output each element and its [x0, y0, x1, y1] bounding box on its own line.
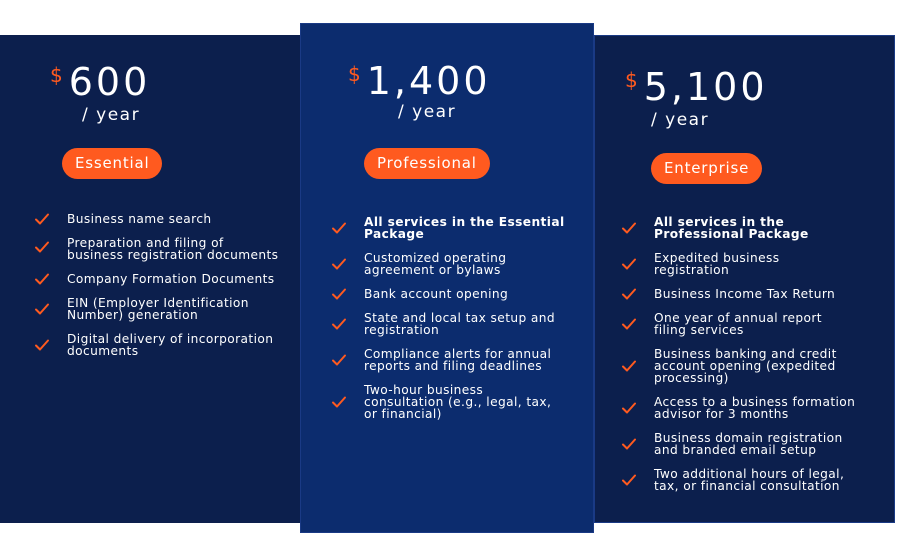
currency-symbol: $	[50, 63, 63, 87]
feature-item: One year of annual report filing services	[621, 312, 856, 336]
price-amount: 1,400	[366, 59, 491, 103]
check-icon	[331, 394, 347, 410]
feature-item: Expedited business registration	[621, 252, 856, 276]
feature-item: Business name search	[34, 213, 284, 225]
check-icon	[331, 220, 347, 236]
check-icon	[621, 358, 637, 374]
currency-symbol: $	[348, 62, 361, 86]
check-icon	[621, 400, 637, 416]
price-amount: 600	[68, 60, 151, 104]
check-icon	[34, 337, 50, 353]
plan-price	[625, 65, 768, 109]
check-icon	[331, 256, 347, 272]
feature-list	[621, 216, 856, 492]
check-icon	[621, 256, 637, 272]
price-period: / year	[398, 102, 457, 122]
check-icon	[34, 211, 50, 227]
check-icon	[621, 286, 637, 302]
check-icon	[34, 301, 50, 317]
check-icon	[331, 352, 347, 368]
plan-price	[50, 60, 151, 104]
check-icon	[621, 220, 637, 236]
feature-item: Digital delivery of incorporation documents	[34, 333, 284, 357]
plan-name-button[interactable]: Professional	[364, 148, 490, 179]
plan-card-essential	[0, 35, 300, 523]
feature-item: Business Income Tax Return	[621, 288, 856, 300]
feature-item: Access to a business formation advisor for 3 months	[621, 396, 856, 420]
plan-price	[348, 59, 491, 103]
price-period: / year	[82, 105, 141, 125]
feature-item: Preparation and filing of business registration documents	[34, 237, 284, 261]
feature-item: Business banking and credit account opening (expedited processing)	[621, 348, 856, 384]
plan-name-button[interactable]: Essential	[62, 148, 162, 179]
feature-item: Company Formation Documents	[34, 273, 284, 285]
check-icon	[34, 271, 50, 287]
feature-item: Bank account opening	[331, 288, 566, 300]
feature-item: State and local tax setup and registration	[331, 312, 566, 336]
feature-item: Compliance alerts for annual reports and filing deadlines	[331, 348, 566, 372]
check-icon	[621, 436, 637, 452]
currency-symbol: $	[625, 68, 638, 92]
plan-name-button[interactable]: Enterprise	[651, 153, 762, 184]
feature-item: EIN (Employer Identification Number) generation	[34, 297, 284, 321]
plan-card-professional	[300, 23, 594, 533]
feature-item: All services in the Professional Package	[621, 216, 856, 240]
feature-item: Two additional hours of legal, tax, or financial consultation	[621, 468, 856, 492]
feature-item: Two-hour business consultation (e.g., legal, tax, or financial)	[331, 384, 566, 420]
feature-list	[34, 213, 284, 357]
check-icon	[621, 472, 637, 488]
feature-item: All services in the Essential Package	[331, 216, 566, 240]
price-period: / year	[651, 110, 710, 130]
feature-item: Customized operating agreement or bylaws	[331, 252, 566, 276]
feature-list	[331, 216, 566, 420]
check-icon	[621, 316, 637, 332]
price-amount: 5,100	[643, 65, 768, 109]
check-icon	[331, 316, 347, 332]
check-icon	[34, 239, 50, 255]
feature-item: Business domain registration and branded email setup	[621, 432, 856, 456]
plan-card-enterprise	[594, 35, 895, 523]
check-icon	[331, 286, 347, 302]
